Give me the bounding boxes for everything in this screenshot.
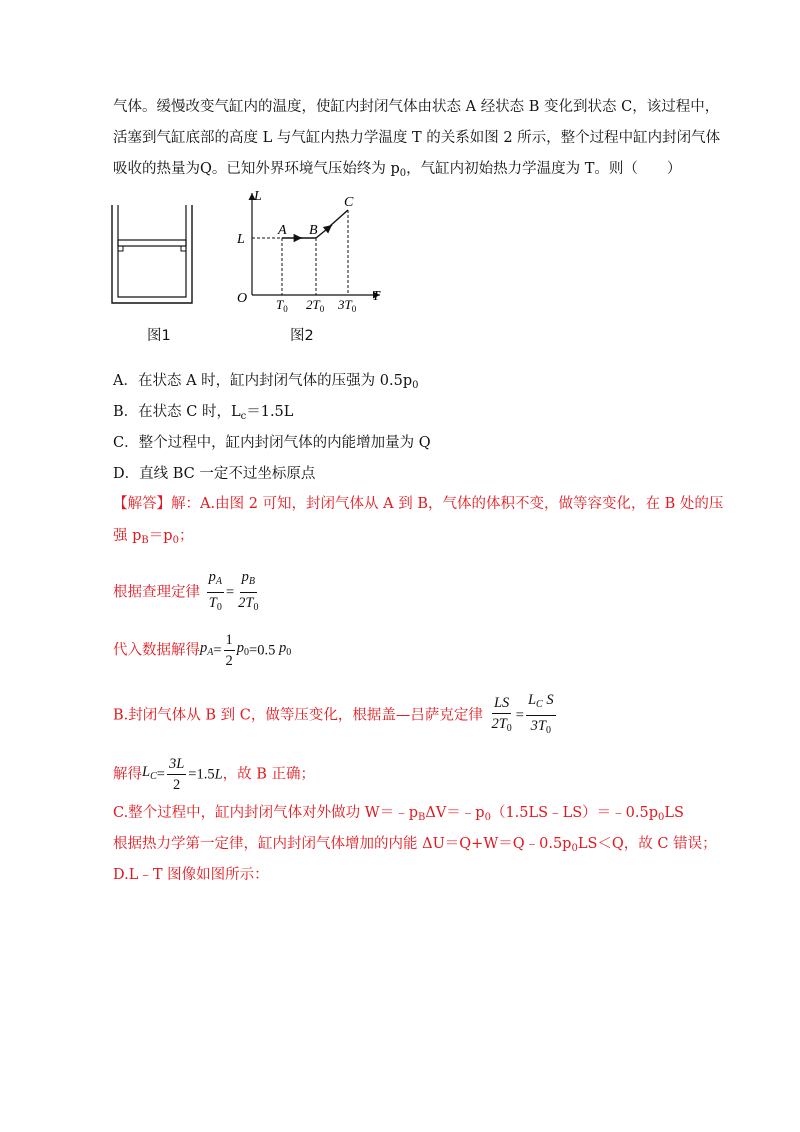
figure-2-lt-graph	[232, 188, 392, 318]
segment-bc	[316, 225, 332, 238]
fraction-ls-2t0: $\frac{LS}{2T_0}$	[491, 694, 512, 734]
answer-line-1: 【解答】解：A.由图 2 可知，封闭气体从 A 到 B，气体的体积不变，做等容变化，在 B 处的压	[113, 496, 724, 512]
option-c: C．整个过程中，缸内封闭气体的内能增加量为 Q	[113, 435, 431, 451]
figure-2-caption: 图2	[290, 328, 314, 344]
option-a: A．在状态 A 时，缸内封闭气体的压强为 $0.5p_0$	[113, 373, 419, 391]
answer-tag: 【解答】	[113, 496, 171, 512]
tick-t0: $T_0$	[276, 297, 288, 314]
tick-3t0: $3T_0$	[338, 297, 357, 314]
solve-line: 解得$L_C=$ $\frac{3L}{2}$ =1.5L，故 B 正确；	[113, 756, 316, 793]
option-d: D．直线 BC 一定不过坐标原点	[113, 466, 316, 482]
point-a-label: A	[278, 223, 287, 238]
level-label: L	[237, 232, 245, 247]
tick-2t0: $2T_0$	[306, 297, 325, 314]
fraction-pb-2t0: $\frac{p_B}{2T_0}$	[238, 569, 259, 613]
figure-1-cylinder	[108, 203, 198, 308]
answer-line-2: 强 $p_B=p_0$；	[113, 528, 194, 546]
y-axis-label: L	[254, 189, 262, 204]
answer-c-line-1: C.整个过程中，缸内封闭气体对外做功 $W=﹣p_B\Delta V=﹣p_0(1.5LS﹣LS)=﹣0.5p_0LS$	[113, 805, 684, 823]
x-axis-label: T	[372, 289, 380, 304]
figure-1-caption: 图1	[147, 328, 171, 344]
gay-lussac-line: B.封闭气体从 B 到 C，做等压变化，根据盖—吕萨克定律 $\frac{LS}{2T_0}$ = $\frac{L_C S}{3T_0}$	[113, 690, 558, 741]
charles-law-line: 根据查理定律 $\frac{p_A}{T_0}$ = $\frac{p_B}{2T_0}$	[113, 567, 262, 618]
option-b: B．在状态 C 时，$L_c=1.5L$	[113, 404, 294, 422]
point-c-label: C	[344, 195, 354, 210]
question-line-1: 气体。缓慢改变气缸内的温度，使缸内封闭气体由状态 A 经状态 B 变化到状态 C，该过程中，	[113, 99, 720, 115]
point-b-label: B	[309, 223, 318, 238]
fraction-3l-2: $\frac{3L}{2}$	[168, 756, 185, 793]
question-line-2: 活塞到气缸底部的高度 L 与气缸内热力学温度 T 的关系如图 2 所示，整个过程中缸内封闭气体	[113, 130, 721, 146]
fraction-pa-t0: $\frac{p_A}{T_0}$	[208, 569, 222, 613]
fraction-lcs-3t0: $\frac{L_C S}{3T_0}$	[527, 692, 554, 736]
answer-d-line: D.L﹣T 图像如图所示：	[113, 867, 269, 883]
answer-c-line-2: 根据热力学第一定律，缸内封闭气体增加的内能 $\Delta U=Q+W=Q﹣0.5p_0LS<Q$，故 C 错误；	[113, 836, 717, 854]
fraction-half: $\frac{1}{2}$	[225, 632, 233, 669]
question-line-3: 吸收的热量为Q。已知外界环境气压始终为 $p_0$，气缸内初始热力学温度为 T。则（ ）	[113, 161, 682, 179]
substitute-line: 代入数据解得$p_A=$ $\frac{1}{2}$ $p_0=0.5$ $p_0$	[113, 632, 292, 669]
origin-label: O	[237, 291, 248, 306]
